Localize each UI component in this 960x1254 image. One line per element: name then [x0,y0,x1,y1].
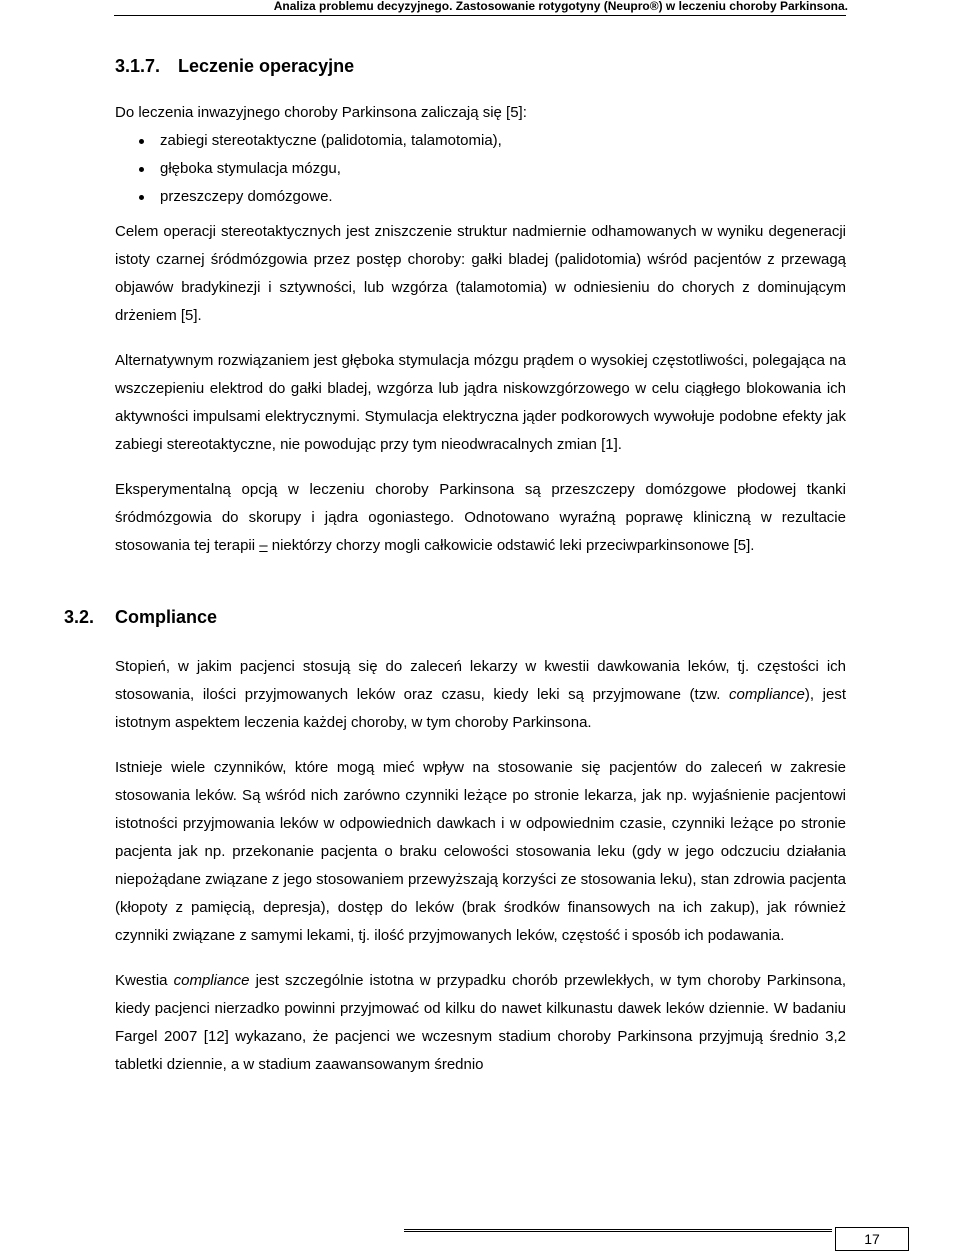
term-compliance: compliance [729,686,805,703]
running-header: Analiza problemu decyzyjnego. Zastosowanie rotygotyny (Neupro®) w leczeniu choroby Parkinsona. [273,0,848,13]
list-item [115,127,846,155]
term-compliance: compliance [173,972,250,989]
list-item [115,155,846,183]
header-rule [114,15,846,16]
paragraph-compliance-definition: Stopień, w jakim pacjenci stosują się do zaleceń lekarzy w kwestii dawkowania leków, tj. częstości ich stosowania, ilości przyjmowanych leków oraz czasu, kiedy leki są przyjmowane (tzw. compliance), jest istotnym aspektem leczenia każdej choroby, w tym choroby Parkinsona. [115,658,846,731]
bullet-icon [139,195,144,200]
section-number: 3.1.7. [115,56,161,76]
paragraph-stereotactic: Celem operacji stereotaktycznych jest zniszczenie struktur nadmiernie odhamowanych w wyniku degeneracji istoty czarnej śródmózgowia przez postęp choroby: gałki bladej (palidotomia) wśród pacjentów z przewagą objawów bradykinezji i sztywności, lub wzgórza (talamotomia) w odniesieniu do chorych z dominującym drżeniem [5]. [115,223,846,324]
page-content [64,54,846,1079]
section-title: Leczenie operacyjne [178,56,355,76]
list-item-text: głęboka stymulacja mózgu, [160,160,341,177]
paragraph-dbs: Alternatywnym rozwiązaniem jest głęboka stymulacja mózgu prądem o wysokiej częstotliwości, polegająca na wszczepieniu elektrod do gałki bladej, wzgórza lub jądra niskowzgórzowego w celu ciągłego blokowania ich aktywności impulsami elektrycznymi. Stymulacja elektryczna jąder podkorowych wywołuje podobne efekty jak zabiegi stereotaktyczne, nie powodując przy tym nieodwracalnych zmian [1]. [115,352,846,453]
list-item-text: zabiegi stereotaktyczne (palidotomia, talamotomia), [160,132,502,149]
paragraph-chronic: Kwestia compliance jest szczególnie istotna w przypadku chorób przewlekłych, w tym choroby Parkinsona, kiedy pacjenci nierzadko powinni przyjmować od kilku do nawet kilkunastu dawek leków dziennie. W badaniu Fargel 2007 [12] wykazano, że pacjenci we wczesnym stadium choroby Parkinsona przyjmują średnio 3,2 tabletki dziennie, a w stadium zaawansowanym średnio [115,972,846,1073]
bullet-icon [139,139,144,144]
section-title: Compliance [115,607,218,627]
paragraph-transplants: Eksperymentalną opcją w leczeniu choroby Parkinsona są przeszczepy domózgowe płodowej tkanki śródmózgowia do skorupy i jądra ogoniastego. Odnotowano wyraźną poprawę kliniczną w rezultacie stosowania tej terapii – niektórzy chorzy mogli całkowicie odstawić leki przeciwparkinsonowe [5]. [115,481,846,554]
footer-rule [404,1229,832,1232]
section-heading-3-1-7 [115,54,846,78]
list-item-text: przeszczepy domózgowe. [160,188,333,205]
paragraph-factors: Istnieje wiele czynników, które mogą mieć wpływ na stosowanie się pacjentów do zaleceń w zakresie stosowania leków. Są wśród nich zarówno czynniki leżące po stronie lekarza, jak np. wyjaśnienie pacjentowi istotności przyjmowania leków w odpowiednich dawkach i w odpowiednim czasie, czynniki leżące po stronie pacjenta jak np. przekonanie pacjenta o braku celowości stosowania leku (gdy w jego odczuciu działania niepożądane związane z jego stosowaniem przewyższają korzyści ze stosowania leku), stan zdrowia pacjenta (kłopoty z pamięcią, depresja), dostęp do leków (brak środków finansowych na ich zakup), jak również czynniki związane z samymi lekami, tj. ilość przyjmowanych leków, częstość i sposób ich podawania. [115,759,846,944]
list-item [115,183,846,211]
intro-paragraph: Do leczenia inwazyjnego choroby Parkinsona zaliczają się [5]: [115,104,527,121]
treatment-list [115,127,846,211]
bullet-icon [139,167,144,172]
page-number: 17 [835,1227,909,1251]
section-heading-3-2: 3.2. Compliance [64,607,218,627]
underlined-dash: – [259,537,268,554]
